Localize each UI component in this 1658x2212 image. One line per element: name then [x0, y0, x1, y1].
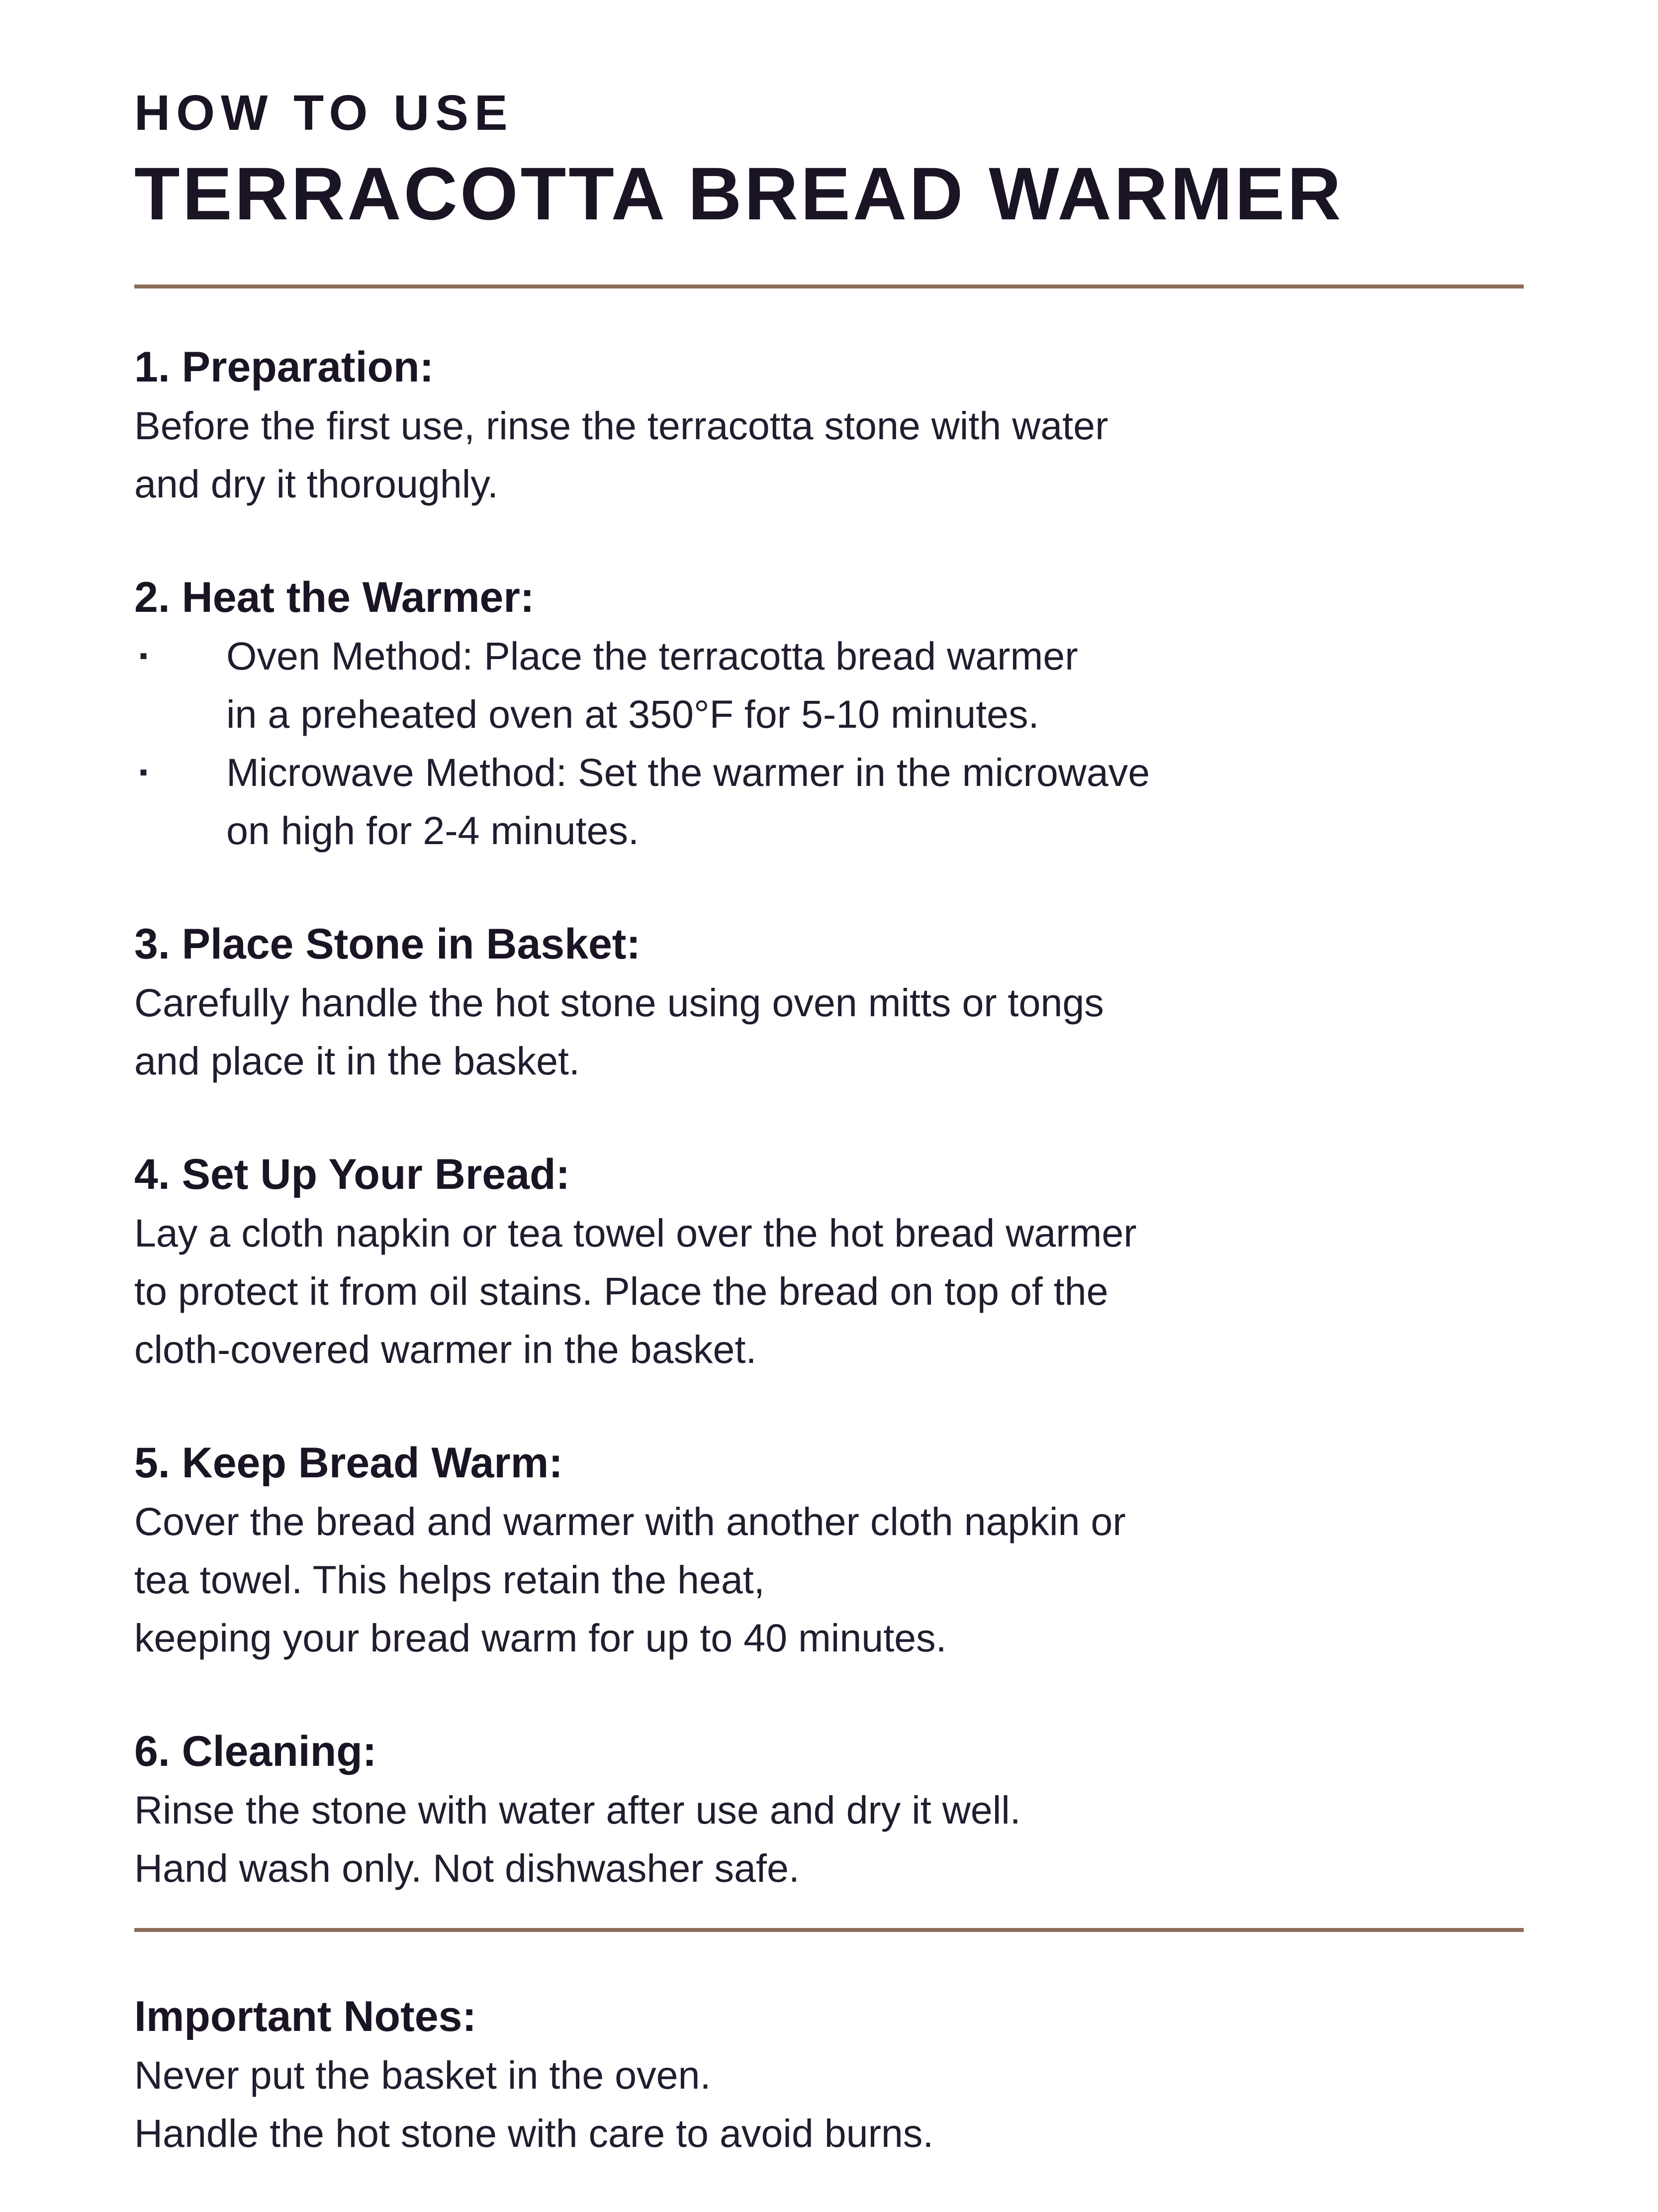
- section-text-line: Before the first use, rinse the terracotta stone with water: [134, 403, 1108, 448]
- instruction-sections: [134, 338, 1524, 1897]
- section-text-line: keeping your bread warm for up to 40 minutes.: [134, 1616, 947, 1660]
- square-bullet-icon: ▪: [139, 643, 148, 669]
- section-heading: 2. Heat the Warmer:: [134, 574, 535, 621]
- bottom-divider: [134, 1928, 1524, 1932]
- section-text-line: Carefully handle the hot stone using oven mitts or tongs: [134, 980, 1104, 1025]
- bullet-text-line: in a preheated oven at 350°F for 5-10 minutes.: [226, 692, 1039, 736]
- bullet-item: [134, 627, 1524, 685]
- square-bullet-icon: ▪: [139, 759, 148, 785]
- notes-text-line: Handle the hot stone with care to avoid burns.: [134, 2111, 934, 2155]
- section-heading: 4. Set Up Your Bread:: [134, 1151, 570, 1198]
- section-text-line: tea towel. This helps retain the heat,: [134, 1557, 765, 1602]
- section-place-stone-in-basket: [134, 915, 1524, 1090]
- section-keep-bread-warm: [134, 1434, 1524, 1667]
- notes-heading: Important Notes:: [134, 1993, 476, 2040]
- top-divider: [134, 285, 1524, 289]
- section-text-line: cloth-covered warmer in the basket.: [134, 1327, 757, 1371]
- section-heading: 1. Preparation:: [134, 343, 434, 391]
- section-heading: 6. Cleaning:: [134, 1728, 377, 1775]
- bullet-text-line: Oven Method: Place the terracotta bread warmer: [226, 634, 1078, 678]
- section-heading: 5. Keep Bread Warm:: [134, 1439, 563, 1487]
- section-important-notes: [134, 1988, 1524, 2162]
- page-title: TERRACOTTA BREAD WARMER: [134, 152, 1344, 235]
- section-cleaning: [134, 1723, 1524, 1897]
- bullet-text-line: Microwave Method: Set the warmer in the microwave: [226, 750, 1150, 794]
- section-set-up-your-bread: [134, 1146, 1524, 1378]
- section-text-line: to protect it from oil stains. Place the bread on top of the: [134, 1269, 1108, 1313]
- section-heading: 3. Place Stone in Basket:: [134, 920, 641, 968]
- section-preparation: [134, 338, 1524, 513]
- section-heat-the-warmer: [134, 569, 1524, 860]
- section-text-line: and dry it thoroughly.: [134, 462, 498, 506]
- document-kicker: HOW TO USE: [134, 85, 514, 141]
- bullet-text-line: on high for 2-4 minutes.: [226, 808, 639, 853]
- bullet-item: [134, 743, 1524, 801]
- section-text-line: and place it in the basket.: [134, 1039, 580, 1083]
- section-text-line: Cover the bread and warmer with another cloth napkin or: [134, 1499, 1126, 1543]
- notes-text-line: Never put the basket in the oven.: [134, 2053, 711, 2097]
- section-text-line: Hand wash only. Not dishwasher safe.: [134, 1846, 800, 1890]
- section-text-line: Lay a cloth napkin or tea towel over the hot bread warmer: [134, 1211, 1137, 1255]
- section-text-line: Rinse the stone with water after use and dry it well.: [134, 1788, 1021, 1832]
